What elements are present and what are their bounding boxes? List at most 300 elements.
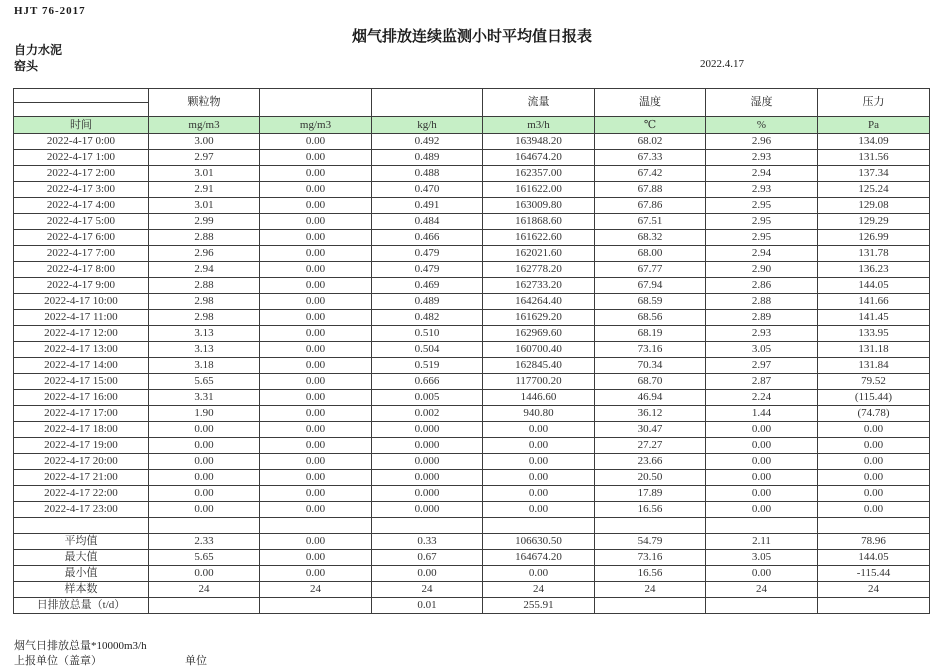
value-cell: 1446.60	[483, 390, 595, 406]
value-cell: 0.00	[260, 502, 372, 518]
unit-pa: Pa	[818, 117, 930, 134]
value-cell: 78.96	[818, 534, 930, 550]
table-row	[14, 454, 930, 470]
value-cell: 0.00	[260, 470, 372, 486]
value-cell: 0.00	[260, 454, 372, 470]
time-cell: 2022-4-17 2:00	[14, 166, 149, 182]
value-cell: 0.00	[260, 486, 372, 502]
time-header: 时间	[14, 117, 149, 134]
value-cell: 2.88	[149, 278, 260, 294]
value-cell: 0.479	[372, 246, 483, 262]
value-cell: 161629.20	[483, 310, 595, 326]
value-cell: 3.01	[149, 166, 260, 182]
value-cell: 67.51	[595, 214, 706, 230]
blank-cell	[14, 518, 149, 534]
value-cell: 3.31	[149, 390, 260, 406]
value-cell: 0.00	[483, 486, 595, 502]
value-cell: 161868.60	[483, 214, 595, 230]
summary-row	[14, 566, 930, 582]
table-row	[14, 262, 930, 278]
time-cell: 2022-4-17 22:00	[14, 486, 149, 502]
value-cell	[260, 598, 372, 614]
value-cell: 3.18	[149, 358, 260, 374]
value-cell: 0.00	[818, 470, 930, 486]
time-cell: 2022-4-17 17:00	[14, 406, 149, 422]
value-cell: 2.93	[706, 150, 818, 166]
value-cell: 68.19	[595, 326, 706, 342]
time-cell: 2022-4-17 11:00	[14, 310, 149, 326]
value-cell: 1.90	[149, 406, 260, 422]
table-row	[14, 390, 930, 406]
value-cell: 0.00	[260, 342, 372, 358]
col-header-pressure: 压力	[818, 89, 930, 117]
table-row	[14, 246, 930, 262]
value-cell: 161622.60	[483, 230, 595, 246]
table-row	[14, 166, 930, 182]
value-cell	[595, 518, 706, 534]
value-cell: 2.94	[149, 262, 260, 278]
time-cell: 2022-4-17 12:00	[14, 326, 149, 342]
value-cell: 2.93	[706, 326, 818, 342]
table-row	[14, 406, 930, 422]
value-cell: 0.469	[372, 278, 483, 294]
corner-cell-top	[14, 89, 149, 103]
col-header-flow: 流量	[483, 89, 595, 117]
col-header-blank2	[372, 89, 483, 117]
value-cell: 0.000	[372, 454, 483, 470]
value-cell: 2.33	[149, 534, 260, 550]
table-row	[14, 502, 930, 518]
value-cell: 3.01	[149, 198, 260, 214]
value-cell: 67.33	[595, 150, 706, 166]
table-row	[14, 422, 930, 438]
value-cell: 67.42	[595, 166, 706, 182]
value-cell: 0.466	[372, 230, 483, 246]
time-cell: 2022-4-17 3:00	[14, 182, 149, 198]
value-cell	[595, 598, 706, 614]
summary-label: 最小值	[14, 566, 149, 582]
value-cell: 0.00	[706, 486, 818, 502]
value-cell: 5.65	[149, 550, 260, 566]
footnote: 烟气日排放总量*10000m3/h	[14, 640, 147, 652]
value-cell: 2.95	[706, 214, 818, 230]
value-cell: 162845.40	[483, 358, 595, 374]
value-cell	[372, 518, 483, 534]
value-cell: 2.98	[149, 294, 260, 310]
value-cell: 0.00	[260, 182, 372, 198]
value-cell: 2.94	[706, 166, 818, 182]
value-cell: 0.00	[818, 422, 930, 438]
separator-row	[14, 518, 930, 534]
value-cell: 0.00	[706, 470, 818, 486]
value-cell: 0.00	[706, 422, 818, 438]
summary-label: 最大值	[14, 550, 149, 566]
value-cell: 2.90	[706, 262, 818, 278]
value-cell: 164674.20	[483, 150, 595, 166]
value-cell: 0.00	[149, 438, 260, 454]
unit-celsius: ℃	[595, 117, 706, 134]
time-cell: 2022-4-17 16:00	[14, 390, 149, 406]
value-cell: 0.00	[260, 278, 372, 294]
group-header-row	[14, 89, 930, 103]
value-cell: 0.00	[260, 406, 372, 422]
value-cell: 68.70	[595, 374, 706, 390]
table-row	[14, 358, 930, 374]
value-cell: 164674.20	[483, 550, 595, 566]
table-row	[14, 278, 930, 294]
value-cell: 0.484	[372, 214, 483, 230]
value-cell: 0.01	[372, 598, 483, 614]
station-name: 窑头	[14, 59, 39, 73]
col-header-humidity: 湿度	[706, 89, 818, 117]
table-row	[14, 486, 930, 502]
time-cell: 2022-4-17 14:00	[14, 358, 149, 374]
value-cell: 0.504	[372, 342, 483, 358]
value-cell: 0.00	[483, 422, 595, 438]
value-cell: 0.470	[372, 182, 483, 198]
value-cell: 0.000	[372, 438, 483, 454]
time-cell: 2022-4-17 7:00	[14, 246, 149, 262]
value-cell: 24	[149, 582, 260, 598]
value-cell: 0.00	[706, 566, 818, 582]
value-cell: 68.32	[595, 230, 706, 246]
value-cell: 0.00	[149, 566, 260, 582]
company-name: 自力水泥	[14, 43, 63, 57]
value-cell: 2.89	[706, 310, 818, 326]
value-cell: 2.93	[706, 182, 818, 198]
value-cell: 0.482	[372, 310, 483, 326]
value-cell: 2.99	[149, 214, 260, 230]
value-cell: 5.65	[149, 374, 260, 390]
value-cell: 24	[595, 582, 706, 598]
value-cell: 0.00	[260, 550, 372, 566]
value-cell: 2.95	[706, 230, 818, 246]
unit-mgm3-2: mg/m3	[260, 117, 372, 134]
unit-m3h: m3/h	[483, 117, 595, 134]
value-cell: 0.519	[372, 358, 483, 374]
value-cell: 125.24	[818, 182, 930, 198]
value-cell: 68.02	[595, 134, 706, 150]
value-cell: 16.56	[595, 502, 706, 518]
value-cell: 141.45	[818, 310, 930, 326]
value-cell: 2.88	[149, 230, 260, 246]
value-cell: 67.86	[595, 198, 706, 214]
col-header-pm: 颗粒物	[149, 89, 260, 117]
value-cell: 79.52	[818, 374, 930, 390]
value-cell: 0.489	[372, 294, 483, 310]
data-rows	[14, 134, 930, 518]
value-cell: 0.00	[706, 438, 818, 454]
value-cell: 46.94	[595, 390, 706, 406]
value-cell: 0.00	[260, 294, 372, 310]
value-cell: 30.47	[595, 422, 706, 438]
value-cell: (115.44)	[818, 390, 930, 406]
report-unit-label: 上报单位（盖章）	[14, 655, 102, 667]
value-cell: 3.05	[706, 342, 818, 358]
unit-label: 单位	[185, 655, 207, 667]
value-cell: 2.86	[706, 278, 818, 294]
time-cell: 2022-4-17 8:00	[14, 262, 149, 278]
table-row	[14, 150, 930, 166]
table-row	[14, 198, 930, 214]
value-cell: 0.00	[483, 470, 595, 486]
page-title: 烟气排放连续监测小时平均值日报表	[351, 28, 592, 45]
value-cell: 0.00	[260, 326, 372, 342]
value-cell: 0.00	[483, 438, 595, 454]
report-table	[13, 88, 930, 614]
table-row	[14, 470, 930, 486]
time-cell: 2022-4-17 23:00	[14, 502, 149, 518]
value-cell: 2.97	[149, 150, 260, 166]
value-cell: 163009.80	[483, 198, 595, 214]
value-cell: 129.08	[818, 198, 930, 214]
time-cell: 2022-4-17 6:00	[14, 230, 149, 246]
value-cell: 0.666	[372, 374, 483, 390]
value-cell: 144.05	[818, 278, 930, 294]
value-cell: 23.66	[595, 454, 706, 470]
value-cell: 2.97	[706, 358, 818, 374]
value-cell: 164264.40	[483, 294, 595, 310]
col-header-temp: 温度	[595, 89, 706, 117]
value-cell: 0.00	[260, 422, 372, 438]
value-cell: 0.00	[818, 502, 930, 518]
summary-label: 平均值	[14, 534, 149, 550]
value-cell: 0.510	[372, 326, 483, 342]
value-cell: 3.13	[149, 342, 260, 358]
value-cell	[483, 518, 595, 534]
value-cell: 0.479	[372, 262, 483, 278]
value-cell: 67.94	[595, 278, 706, 294]
value-cell: 0.00	[260, 134, 372, 150]
value-cell: 141.66	[818, 294, 930, 310]
table-row	[14, 182, 930, 198]
value-cell: 73.16	[595, 550, 706, 566]
value-cell: 0.00	[260, 246, 372, 262]
value-cell: 2.96	[149, 246, 260, 262]
unit-mgm3-1: mg/m3	[149, 117, 260, 134]
value-cell	[149, 518, 260, 534]
table-row	[14, 134, 930, 150]
value-cell: 54.79	[595, 534, 706, 550]
value-cell: 160700.40	[483, 342, 595, 358]
value-cell: 0.00	[260, 566, 372, 582]
value-cell: 255.91	[483, 598, 595, 614]
value-cell: 68.00	[595, 246, 706, 262]
value-cell: 161622.00	[483, 182, 595, 198]
summary-row	[14, 582, 930, 598]
value-cell: 16.56	[595, 566, 706, 582]
table-row	[14, 326, 930, 342]
value-cell: 0.00	[483, 454, 595, 470]
value-cell: 0.33	[372, 534, 483, 550]
value-cell: 68.59	[595, 294, 706, 310]
value-cell: 2.11	[706, 534, 818, 550]
time-cell: 2022-4-17 13:00	[14, 342, 149, 358]
table-header	[14, 89, 930, 134]
standard-code: HJT 76-2017	[14, 5, 86, 17]
time-cell: 2022-4-17 21:00	[14, 470, 149, 486]
value-cell: 0.00	[260, 150, 372, 166]
value-cell: 24	[706, 582, 818, 598]
value-cell: 24	[818, 582, 930, 598]
time-cell: 2022-4-17 1:00	[14, 150, 149, 166]
table-row	[14, 374, 930, 390]
table-row	[14, 342, 930, 358]
value-cell: 20.50	[595, 470, 706, 486]
time-cell: 2022-4-17 0:00	[14, 134, 149, 150]
time-cell: 2022-4-17 10:00	[14, 294, 149, 310]
value-cell: 73.16	[595, 342, 706, 358]
value-cell: 17.89	[595, 486, 706, 502]
value-cell: 0.00	[706, 454, 818, 470]
value-cell: 134.09	[818, 134, 930, 150]
value-cell: (74.78)	[818, 406, 930, 422]
table-row	[14, 214, 930, 230]
value-cell	[260, 518, 372, 534]
value-cell	[706, 598, 818, 614]
value-cell: 136.23	[818, 262, 930, 278]
value-cell	[149, 598, 260, 614]
value-cell: 144.05	[818, 550, 930, 566]
value-cell: 162021.60	[483, 246, 595, 262]
value-cell: 0.00	[260, 198, 372, 214]
value-cell: 0.00	[260, 358, 372, 374]
value-cell: 0.00	[260, 166, 372, 182]
value-cell: 0.00	[260, 374, 372, 390]
value-cell: 2.24	[706, 390, 818, 406]
value-cell: 0.67	[372, 550, 483, 566]
value-cell: 137.34	[818, 166, 930, 182]
value-cell: 0.00	[818, 438, 930, 454]
unit-header-row	[14, 117, 930, 134]
value-cell: 24	[483, 582, 595, 598]
value-cell: 131.84	[818, 358, 930, 374]
value-cell: 0.489	[372, 150, 483, 166]
value-cell: 3.05	[706, 550, 818, 566]
value-cell	[818, 598, 930, 614]
time-cell: 2022-4-17 5:00	[14, 214, 149, 230]
col-header-blank	[260, 89, 372, 117]
value-cell: 0.000	[372, 422, 483, 438]
value-cell: 0.00	[706, 502, 818, 518]
value-cell: 0.000	[372, 470, 483, 486]
value-cell: 3.00	[149, 134, 260, 150]
value-cell: 162357.00	[483, 166, 595, 182]
value-cell: 0.00	[260, 230, 372, 246]
value-cell: 940.80	[483, 406, 595, 422]
value-cell: 1.44	[706, 406, 818, 422]
unit-kgh: kg/h	[372, 117, 483, 134]
value-cell: 162969.60	[483, 326, 595, 342]
value-cell: 0.00	[149, 486, 260, 502]
time-cell: 2022-4-17 20:00	[14, 454, 149, 470]
table-row	[14, 294, 930, 310]
value-cell: 0.00	[149, 422, 260, 438]
value-cell: 0.000	[372, 486, 483, 502]
value-cell: 0.00	[260, 214, 372, 230]
summary-label: 日排放总量（t/d）	[14, 598, 149, 614]
summary-row	[14, 550, 930, 566]
value-cell: 0.00	[149, 502, 260, 518]
value-cell: 0.492	[372, 134, 483, 150]
value-cell: 0.00	[149, 470, 260, 486]
value-cell: 0.00	[372, 566, 483, 582]
time-cell: 2022-4-17 15:00	[14, 374, 149, 390]
value-cell: 163948.20	[483, 134, 595, 150]
corner-cell-bottom	[14, 103, 149, 117]
value-cell: 131.18	[818, 342, 930, 358]
time-cell: 2022-4-17 18:00	[14, 422, 149, 438]
value-cell: 24	[260, 582, 372, 598]
unit-percent: %	[706, 117, 818, 134]
value-cell: 0.488	[372, 166, 483, 182]
value-cell: 2.94	[706, 246, 818, 262]
time-cell: 2022-4-17 4:00	[14, 198, 149, 214]
value-cell	[706, 518, 818, 534]
value-cell: 133.95	[818, 326, 930, 342]
table-row	[14, 230, 930, 246]
summary-label: 样本数	[14, 582, 149, 598]
value-cell: 0.00	[260, 310, 372, 326]
report-date: 2022.4.17	[700, 58, 744, 70]
value-cell: 131.78	[818, 246, 930, 262]
value-cell: 68.56	[595, 310, 706, 326]
table-row	[14, 438, 930, 454]
value-cell: 67.88	[595, 182, 706, 198]
value-cell: 0.00	[149, 454, 260, 470]
summary-rows	[14, 518, 930, 614]
value-cell: 3.13	[149, 326, 260, 342]
value-cell: 131.56	[818, 150, 930, 166]
time-cell: 2022-4-17 9:00	[14, 278, 149, 294]
value-cell: 2.96	[706, 134, 818, 150]
value-cell: 117700.20	[483, 374, 595, 390]
time-cell: 2022-4-17 19:00	[14, 438, 149, 454]
value-cell: 27.27	[595, 438, 706, 454]
value-cell: 0.000	[372, 502, 483, 518]
value-cell: 0.00	[260, 390, 372, 406]
value-cell: 2.95	[706, 198, 818, 214]
value-cell: 70.34	[595, 358, 706, 374]
value-cell: 106630.50	[483, 534, 595, 550]
value-cell: 126.99	[818, 230, 930, 246]
value-cell: 0.00	[260, 262, 372, 278]
value-cell: 0.00	[260, 534, 372, 550]
value-cell: -115.44	[818, 566, 930, 582]
value-cell: 129.29	[818, 214, 930, 230]
value-cell: 162733.20	[483, 278, 595, 294]
value-cell: 0.00	[260, 438, 372, 454]
value-cell	[818, 518, 930, 534]
value-cell: 2.91	[149, 182, 260, 198]
value-cell: 67.77	[595, 262, 706, 278]
value-cell: 0.491	[372, 198, 483, 214]
value-cell: 0.00	[483, 566, 595, 582]
value-cell: 0.005	[372, 390, 483, 406]
value-cell: 162778.20	[483, 262, 595, 278]
value-cell: 0.00	[818, 454, 930, 470]
value-cell: 2.98	[149, 310, 260, 326]
value-cell: 2.88	[706, 294, 818, 310]
value-cell: 0.002	[372, 406, 483, 422]
value-cell: 24	[372, 582, 483, 598]
value-cell: 0.00	[818, 486, 930, 502]
value-cell: 2.87	[706, 374, 818, 390]
table-row	[14, 310, 930, 326]
summary-row	[14, 534, 930, 550]
value-cell: 0.00	[483, 502, 595, 518]
value-cell: 36.12	[595, 406, 706, 422]
